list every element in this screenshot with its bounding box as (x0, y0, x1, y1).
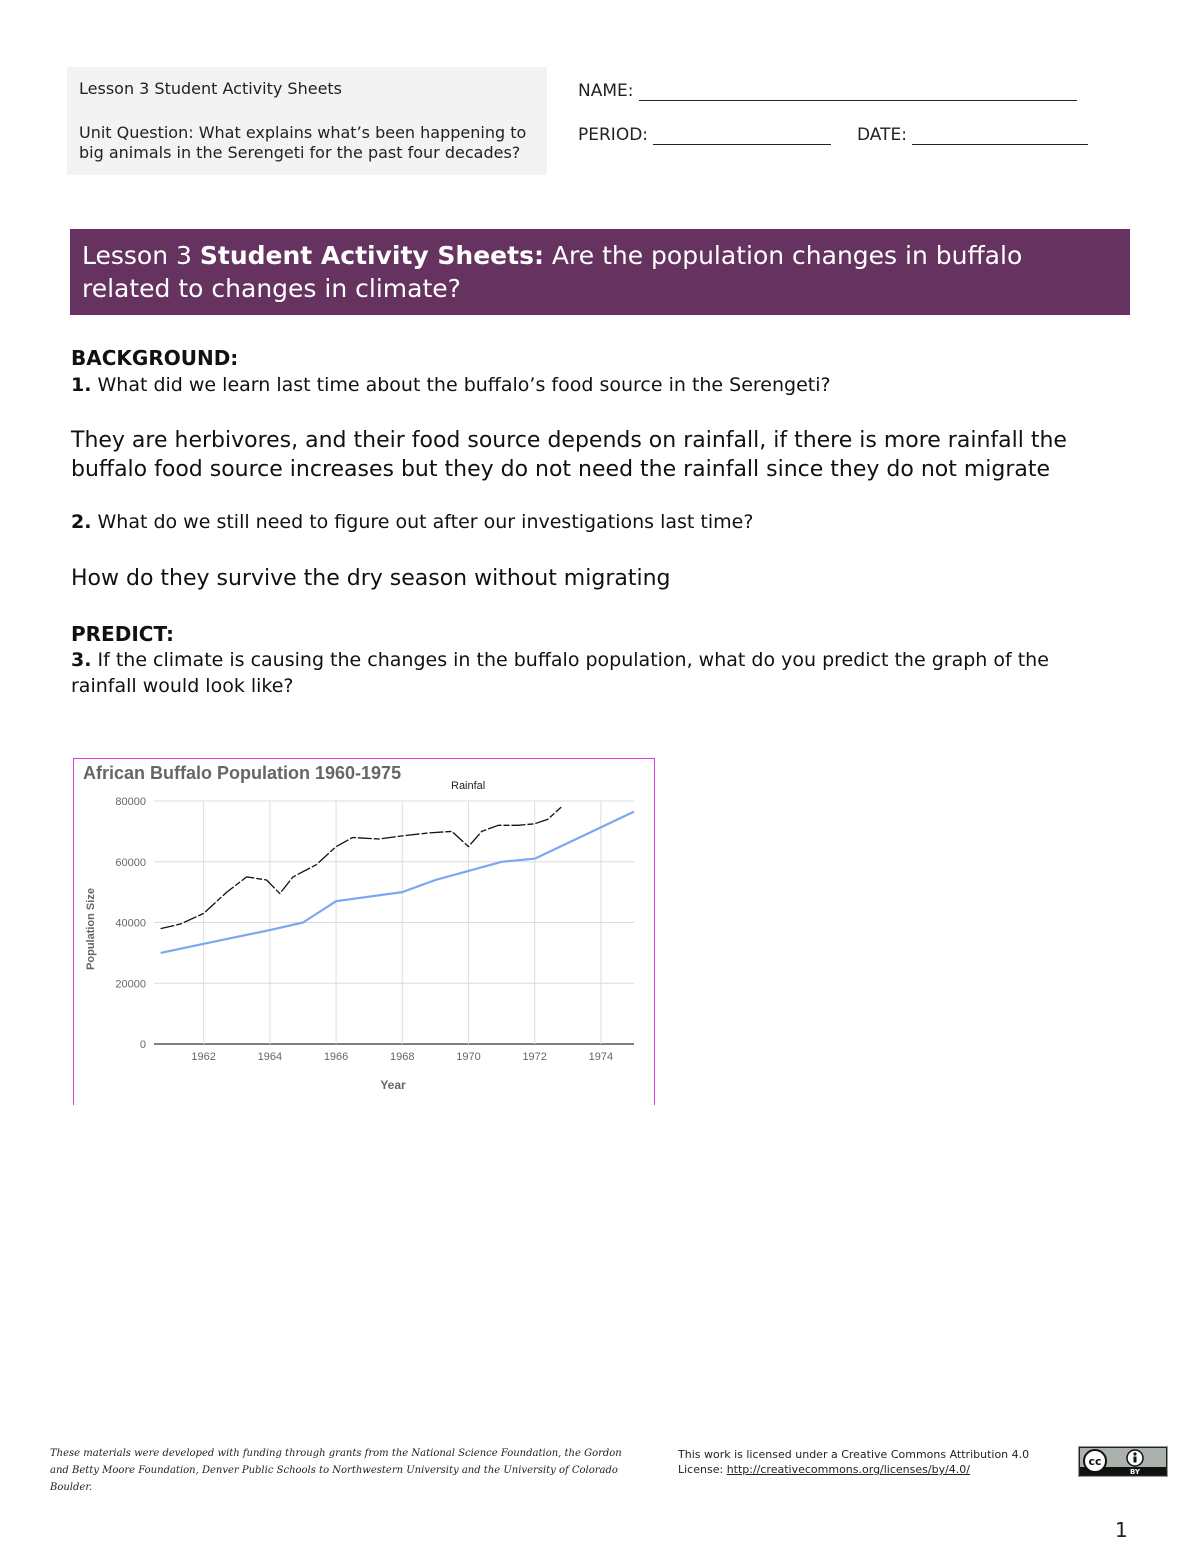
name-line[interactable] (639, 82, 1077, 101)
period-line[interactable] (653, 126, 831, 145)
y-tick-label: 60000 (115, 856, 146, 869)
date-field[interactable] (857, 125, 1088, 145)
predict-heading: PREDICT: (71, 622, 174, 646)
x-tick-label: 1972 (522, 1051, 547, 1063)
background-heading: BACKGROUND: (71, 346, 239, 370)
chart-x-axis-label: Year (380, 1078, 406, 1092)
question-1 (71, 372, 1111, 398)
cc-by-badge[interactable] (1078, 1446, 1168, 1477)
y-tick-label: 40000 (115, 917, 146, 930)
question-3-number: 3. (71, 649, 92, 671)
unit-question: Unit Question: What explains what’s been happening to big animals in the Serengeti for the past four decades? (79, 123, 527, 162)
lesson-header-box (67, 67, 547, 175)
population-line (161, 812, 634, 953)
answer-1[interactable]: They are herbivores, and their food source depends on rainfall, if there is more rainfall the buffalo food source increases but they do not need the rainfall since they do not migrate (71, 428, 1067, 482)
license-note (678, 1447, 1058, 1477)
page-number: 1 (1115, 1518, 1128, 1542)
by-badge-text: BY (1129, 1468, 1141, 1476)
x-tick-label: 1966 (323, 1051, 349, 1063)
cc-badge-text: cc (1088, 1455, 1102, 1468)
question-3-text: If the climate is causing the changes in the buffalo population, what do you predict the graph of the rainfall would look like? (71, 649, 1049, 697)
period-field[interactable] (578, 125, 831, 145)
question-3 (71, 647, 1111, 699)
y-tick-label: 80000 (115, 796, 146, 808)
license-link[interactable]: http://creativecommons.org/licenses/by/4.0/ (726, 1463, 970, 1476)
x-tick-label: 1962 (191, 1051, 216, 1063)
question-2-text: What do we still need to figure out after our investigations last time? (91, 511, 754, 533)
x-tick-label: 1970 (456, 1051, 481, 1063)
lesson-label: Lesson 3 Student Activity Sheets (79, 79, 343, 98)
banner-prefix: Lesson 3 (82, 241, 200, 270)
date-label: DATE: (857, 125, 907, 145)
funding-note: These materials were developed with funding through grants from the National Science Foundation, the Gordon and Betty Moore Foundation, Denver Public Schools to Northwestern University and the University of Colorado Boulder. (50, 1448, 622, 1493)
question-1-number: 1. (71, 374, 92, 396)
x-tick-label: 1968 (390, 1051, 415, 1063)
name-label: NAME: (578, 81, 634, 101)
chart-frame (73, 758, 655, 1105)
banner-rest: Are the population changes in buffalo related to changes in climate? (82, 241, 1023, 303)
question-2 (71, 509, 1111, 535)
name-field[interactable] (578, 81, 1077, 101)
date-line[interactable] (912, 126, 1088, 145)
y-tick-label: 0 (139, 1039, 146, 1051)
rainfall-line (161, 807, 562, 929)
chart-title: African Buffalo Population 1960-1975 (83, 763, 402, 783)
cc-by-icon (1079, 1447, 1167, 1476)
banner-bold: Student Activity Sheets: (199, 241, 544, 270)
question-1-text: What did we learn last time about the buffalo’s food source in the Serengeti? (91, 374, 831, 396)
period-label: PERIOD: (578, 125, 649, 145)
x-tick-label: 1974 (588, 1051, 614, 1063)
chart-y-axis-label: Population Size (85, 888, 97, 970)
buffalo-population-chart (74, 759, 656, 1106)
answer-2[interactable]: How do they survive the dry season without migrating (71, 566, 671, 591)
rainfall-label: Rainfal (451, 780, 486, 792)
x-tick-label: 1964 (257, 1051, 283, 1063)
question-2-number: 2. (71, 511, 92, 533)
y-tick-label: 20000 (115, 978, 146, 991)
title-banner (70, 229, 1130, 315)
license-text: This work is licensed under a Creative Commons Attribution 4.0 License: (678, 1448, 1030, 1476)
